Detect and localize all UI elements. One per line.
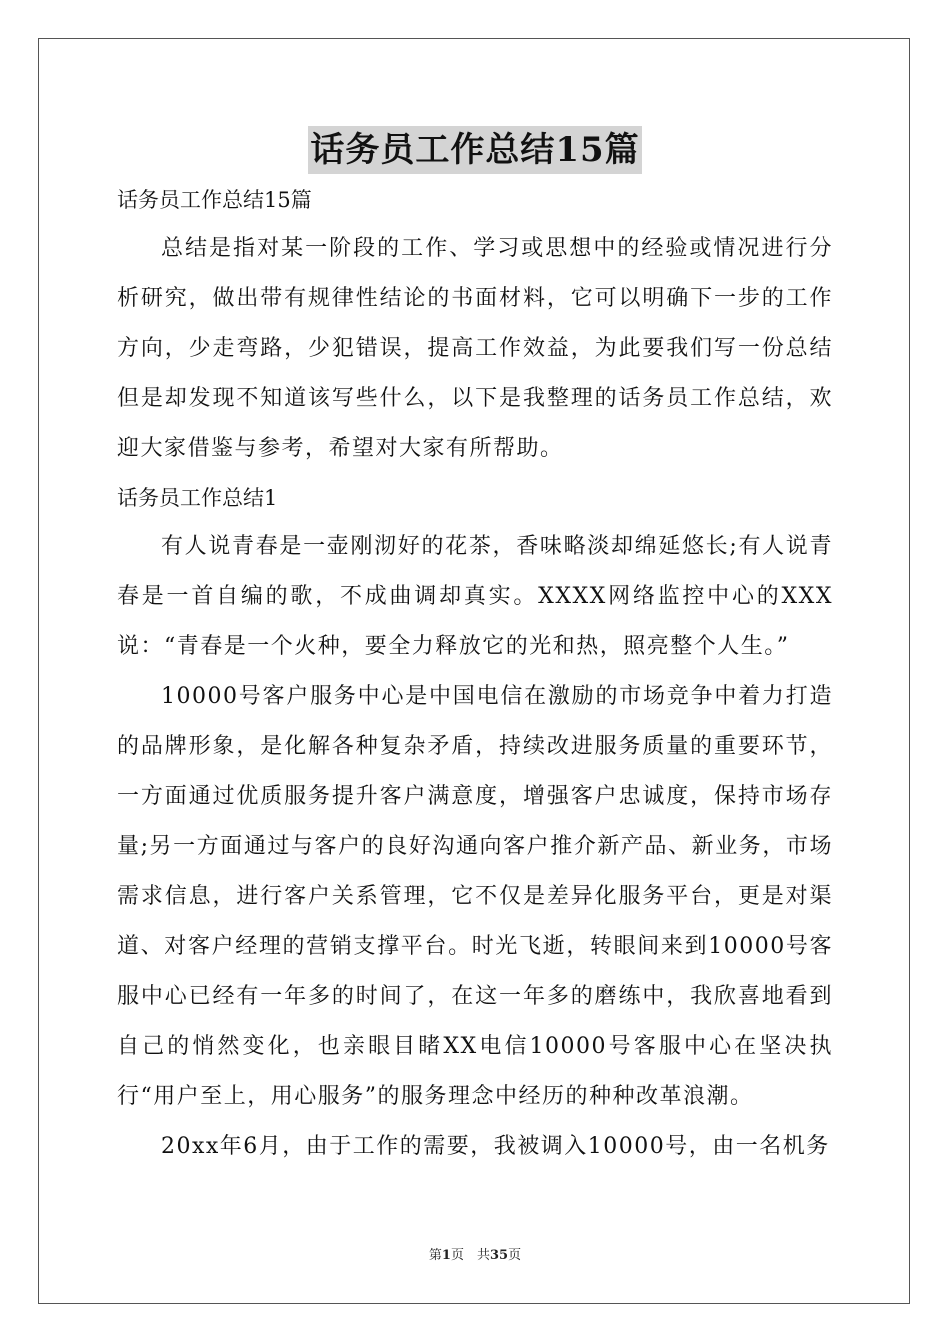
- page-footer: [0, 1244, 950, 1263]
- body-paragraph: 10000号客户服务中心是中国电信在激励的市场竞争中着力打造的品牌形象，是化解各种复杂矛盾，持续改进服务质量的重要环节，一方面通过优质服务提升客户满意度，增强客户忠诚度，保持市场存量;另一方面通过与客户的良好沟通向客户推介新产品、新业务，市场需求信息，进行客户关系管理，它不仅是差异化服务平台，更是对渠道、对客户经理的营销支撑平台。时光飞逝，转眼间来到10000号客服中心已经有一年多的时间了，在这一年多的磨练中，我欣喜地看到自己的悄然变化，也亲眼目睹XX电信10000号客服中心在坚决执行“用户至上，用心服务”的服务理念中经历的种种改革浪潮。: [117, 684, 833, 1109]
- intro-paragraph: 总结是指对某一阶段的工作、学习或思想中的经验或情况进行分析研究，做出带有规律性结论的书面材料，它可以明确下一步的工作方向，少走弯路，少犯错误，提高工作效益，为此要我们写一份总结但是却发现不知道该写些什么，以下是我整理的话务员工作总结，欢迎大家借鉴与参考，希望对大家有所帮助。: [117, 236, 833, 461]
- footer-mid: 页 共: [450, 1248, 490, 1263]
- body-paragraph: 有人说青春是一壶刚沏好的花茶，香味略淡却绵延悠长;有人说青春是一首自编的歌，不成曲调却真实。XXXX网络监控中心的XXX说：“青春是一个火种，要全力释放它的光和热，照亮整个人生。”: [117, 534, 833, 659]
- body-paragraph: 20xx年6月，由于工作的需要，我被调入10000号，由一名机务: [161, 1134, 830, 1159]
- footer-prefix: 第: [428, 1248, 442, 1263]
- document-title: 话务员工作总结15篇: [308, 126, 641, 174]
- section-heading: 话务员工作总结1: [117, 486, 278, 510]
- document-subtitle: 话务员工作总结15篇: [117, 188, 312, 212]
- current-page-number: 1: [441, 1248, 451, 1263]
- total-page-number: 35: [489, 1248, 509, 1263]
- footer-suffix: 页: [508, 1248, 522, 1263]
- title-wrap: [0, 126, 950, 174]
- document-body: [117, 176, 833, 1172]
